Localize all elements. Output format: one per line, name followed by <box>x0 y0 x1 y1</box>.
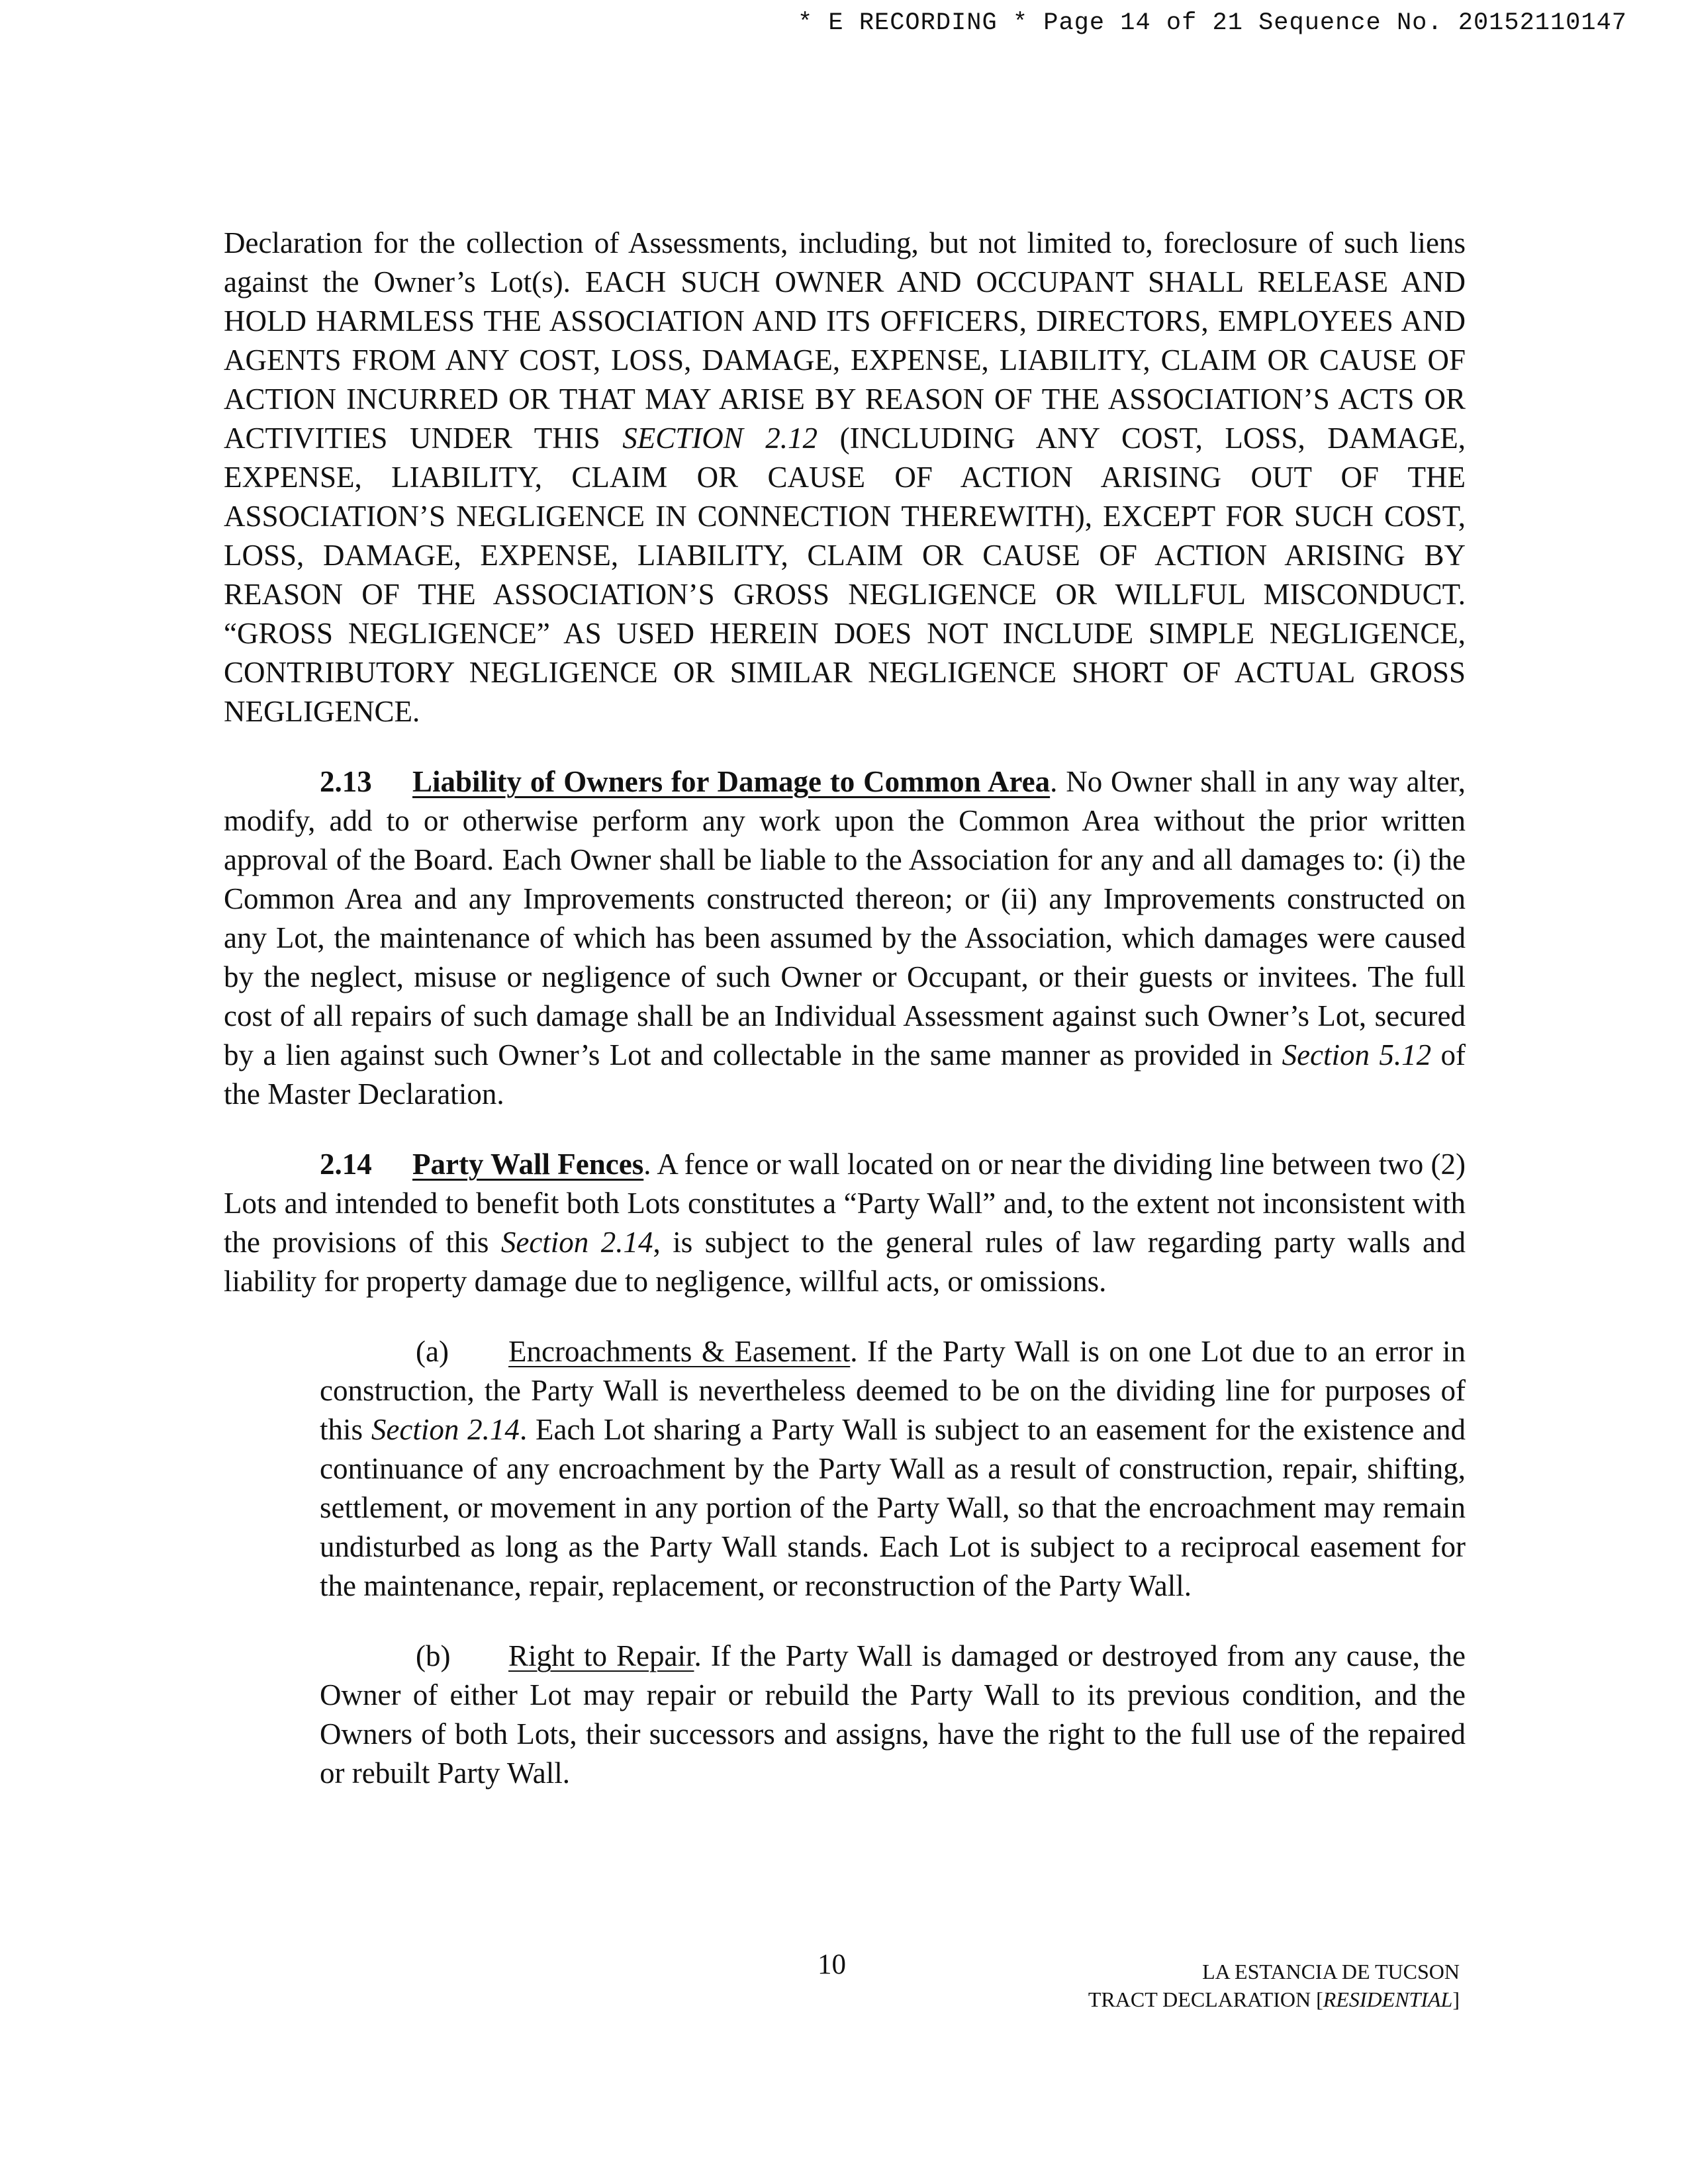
section-reference: Section 5.12 <box>1282 1038 1432 1071</box>
document-title-footer <box>1088 1958 1460 2013</box>
section-number: 2.13 <box>320 765 372 798</box>
subsection-number: (b) <box>416 1639 451 1672</box>
page-number: 10 <box>818 1949 846 1980</box>
subsection-b <box>320 1637 1466 1793</box>
document-body <box>224 224 1466 1793</box>
section-2-13 <box>224 762 1466 1114</box>
footer-title-line-1: LA ESTANCIA DE TUCSON <box>1202 1960 1460 1983</box>
subsection-heading: Right to Repair <box>508 1639 694 1672</box>
footer-title-suffix: ] <box>1452 1987 1460 2011</box>
subsection-text-b: . Each Lot sharing a Party Wall is subject to an easement for the existence and continuance of any encroachment by the Party Wall as a result of construction, repair, shifting, settlement, or movement in any portion of the Party Wall, so that the encroachment may remain undisturbed as long as the Party Wall stands. Each Lot is subject to a reciprocal easement for the maintenance, repair, replacement, or reconstruction of the Party Wall. <box>320 1413 1466 1602</box>
footer-title-prefix: TRACT DECLARATION [ <box>1088 1987 1323 2011</box>
section-text-b: of the Master Declaration. <box>224 1038 1466 1111</box>
section-heading: Liability of Owners for Damage to Common Area <box>412 765 1051 798</box>
continuation-paragraph <box>224 224 1466 731</box>
subsection-heading: Encroachments & Easement <box>508 1335 851 1368</box>
section-2-14 <box>224 1145 1466 1301</box>
section-number: 2.14 <box>320 1148 372 1181</box>
continuation-text-a: Declaration for the collection of Assessments, including, but not limited to, foreclosure of such liens against the Owner’s Lot(s). EACH SUCH OWNER AND OCCUPANT SHALL RELEASE AND HOLD HARMLESS THE ASSOCIATION AND ITS OFFICERS, DIRECTORS, EMPLOYEES AND AGENTS FROM ANY COST, LOSS, DAMAGE, EXPENSE, LIABILITY, CLAIM OR CAUSE OF ACTION INCURRED OR THAT MAY ARISE BY REASON OF THE ASSOCIATION’S ACTS OR ACTIVITIES UNDER THIS <box>224 226 1466 455</box>
section-reference: SECTION 2.12 <box>622 422 818 455</box>
footer-title-line-2 <box>1088 1985 1460 2013</box>
subsection-group <box>320 1332 1466 1793</box>
subsection-number: (a) <box>416 1335 449 1368</box>
section-reference: Section 2.14 <box>500 1226 653 1259</box>
section-heading: Party Wall Fences <box>412 1148 644 1181</box>
section-text-a: . No Owner shall in any way alter, modify, add to or otherwise perform any work upon the Common Area without the prior written approval of the Board. Each Owner shall be liable to the Association for any and all damages to: (i) the Common Area and any Improvements constructed thereon; or (ii) any Improvements constructed on any Lot, the maintenance of which has been assumed by the Association, which damages were caused by the neglect, misuse or negligence of such Owner or Occupant, or their guests or invitees. The full cost of all repairs of such damage shall be an Individual Assessment against such Owner’s Lot, secured by a lien against such Owner’s Lot and collectable in the same manner as provided in <box>224 765 1466 1071</box>
continuation-text-b: (INCLUDING ANY COST, LOSS, DAMAGE, EXPENSE, LIABILITY, CLAIM OR CAUSE OF ACTION ARISING OUT OF THE ASSOCIATION’S NEGLIGENCE IN CONNECTION THEREWITH), EXCEPT FOR SUCH COST, LOSS, DAMAGE, EXPENSE, LIABILITY, CLAIM OR CAUSE OF ACTION ARISING BY REASON OF THE ASSOCIATION’S GROSS NEGLIGENCE OR WILLFUL MISCONDUCT. “GROSS NEGLIGENCE” AS USED HEREIN DOES NOT INCLUDE SIMPLE NEGLIGENCE, CONTRIBUTORY NEGLIGENCE OR SIMILAR NEGLIGENCE SHORT OF ACTUAL GROSS NEGLIGENCE. <box>224 422 1466 728</box>
subsection-a <box>320 1332 1466 1606</box>
footer-title-italic: RESIDENTIAL <box>1323 1987 1453 2011</box>
section-text-a: . A fence or wall located on or near the dividing line between two (2) Lots and intended to benefit both Lots constitutes a “Party Wall” and, to the extent not inconsistent with the provisions of this <box>224 1148 1466 1259</box>
section-reference: Section 2.14 <box>371 1413 520 1446</box>
section-text-b: , is subject to the general rules of law regarding party walls and liability for property damage due to negligence, willful acts, or omissions. <box>224 1226 1466 1298</box>
recording-stamp: * E RECORDING * Page 14 of 21 Sequence No. 20152110147 <box>798 9 1627 37</box>
subsection-text-a: . If the Party Wall is damaged or destroyed from any cause, the Owner of either Lot may repair or rebuild the Party Wall to its previous condition, and the Owners of both Lots, their successors and assigns, have the right to the full use of the repaired or rebuilt Party Wall. <box>320 1639 1466 1790</box>
subsection-text-a: . If the Party Wall is on one Lot due to an error in construction, the Party Wall is nevertheless deemed to be on the dividing line for purposes of this <box>320 1335 1466 1446</box>
